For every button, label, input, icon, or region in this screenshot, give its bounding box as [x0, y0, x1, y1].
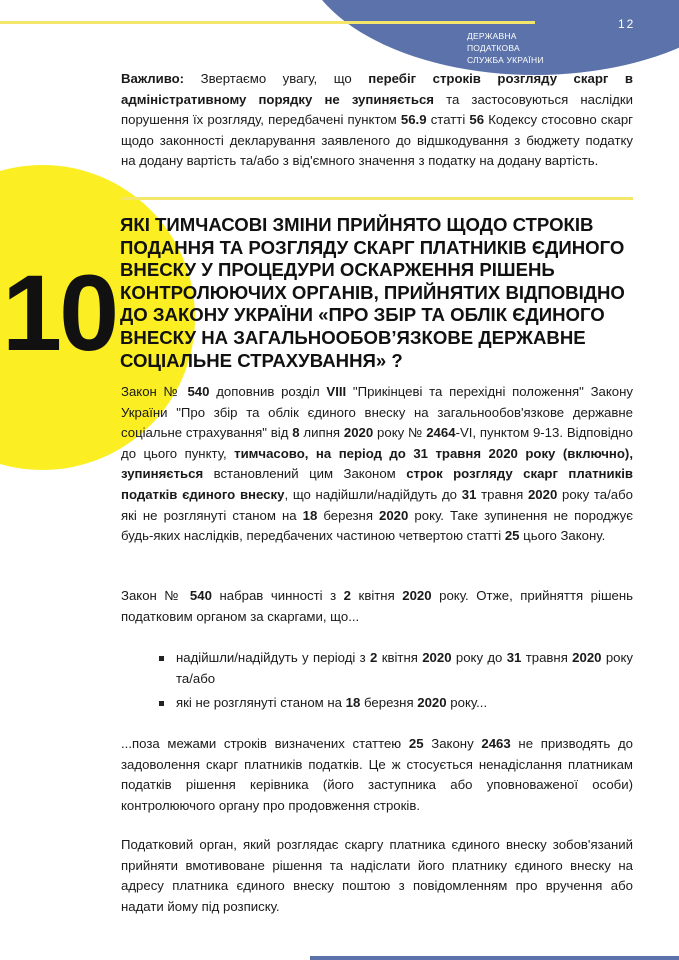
section-divider — [121, 197, 633, 200]
list-item: які не розглянуті станом на 18 березня 2020 року... — [121, 693, 633, 714]
obligation-paragraph: Податковий орган, який розглядає скаргу платника єдиного внеску зобов'язаний прийняти вмотивоване рішення та надіслати його платнику єдиного внеску на адресу платника єдиного внеску поштою з повідомленням про вручення або надати йому під розписку. — [121, 837, 633, 914]
section-number: 10 — [2, 252, 117, 373]
agency-line-1: ДЕРЖАВНА — [467, 31, 517, 41]
effect-paragraph: Закон № 540 набрав чинності з 2 квітня 2020 року. Отже, прийняття рішень податковим органом за скаргами, що... — [121, 588, 634, 624]
footer-divider — [310, 956, 679, 960]
bullet-icon — [159, 701, 164, 706]
important-lead: Важливо: — [121, 71, 185, 86]
important-note: Важливо: Звертаємо увагу, що перебіг строків розгляду скарг в адміністративному порядку не зупиняється та застосовуються наслідки порушення їх розгляду, передбачені пунктом 56.9 статті 56 Кодексу стосовно скарг щодо законності декларування заявленого до відшкодування з бюджету податку на додану вартість та/або з від'ємного значення з податку на додану вартість. — [121, 71, 633, 169]
agency-name — [467, 30, 577, 66]
outside-deadline-paragraph: ...поза межами строків визначених статтею 25 Закону 2463 не призводять до задоволення скарг платників податків. Це ж стосується ненадіслання платникам податків рішення керівника (його заступника або уповноваженої особи) контролюючого органу про продовження строків. — [121, 736, 633, 813]
top-divider — [0, 21, 535, 24]
page-number: 12 — [618, 17, 636, 31]
list-item: надійшли/надійдуть у періоді з 2 квітня 2020 року до 31 травня 2020 року та/або — [121, 648, 633, 689]
bullet-icon — [159, 656, 164, 661]
conditions-list — [121, 648, 633, 714]
agency-line-3: СЛУЖБА УКРАЇНИ — [467, 55, 544, 65]
agency-line-2: ПОДАТКОВА — [467, 43, 520, 53]
section-title: ЯКІ ТИМЧАСОВІ ЗМІНИ ПРИЙНЯТО ЩОДО СТРОКІВ ПОДАННЯ ТА РОЗГЛЯДУ СКАРГ ПЛАТНИКІВ ЄДИНОГО ВНЕСКУ У ПРОЦЕДУРИ ОСКАРЖЕННЯ РІШЕНЬ КОНТРОЛЮЮЧИХ ОРГАНІВ, ПРИЙНЯТИХ ВІДПОВІДНО ДО ЗАКОНУ УКРАЇНИ «ПРО ЗБІР ТА ОБЛІК ЄДИНОГО ВНЕСКУ НА ЗАГАЛЬНООБОВ’ЯЗКОВЕ ДЕРЖАВНЕ СОЦІАЛЬНЕ СТРАХУВАННЯ» ? — [120, 214, 625, 371]
law-paragraph: Закон № 540 доповнив розділ VIII "Прикінцеві та перехідні положення" Закону України "Про збір та облік єдиного внеску на загальнообов'язкове державне соціальне страхування" від 8 липня 2020 року № 2464-VI, пунктом 9-13. Відповідно до цього пункту, тимчасово, на період до 31 травня 2020 року (включно), зупиняється встановлений цим Законом строк розгляду скарг платників податків єдиного внеску, що надійшли/надійдуть до 31 травня 2020 року та/або які не розглянуті станом на 18 березня 2020 року. Таке зупинення не породжує будь-яких наслідків, передбачених частиною четвертою статті 25 цього Закону. — [121, 384, 634, 544]
